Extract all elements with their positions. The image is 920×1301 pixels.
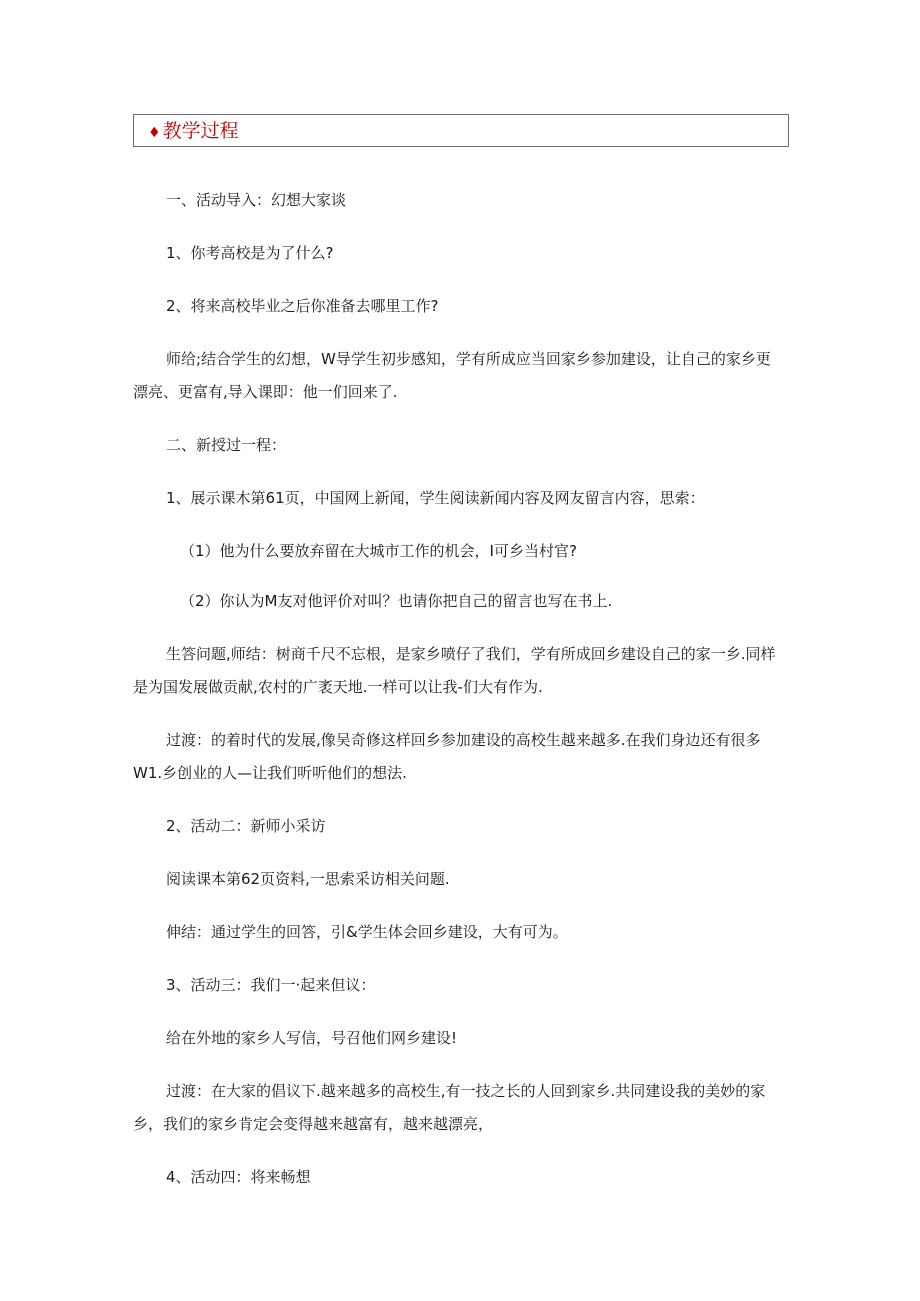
teacher-summary-line-1: 师给;结合学生的幻想，W导学生初步感知，学有所成应当回家乡参加建设，让自己的家乡更 (166, 350, 771, 368)
heading-activity-3: 3、活动三：我们一·起来但议： (166, 976, 376, 994)
letter-task: 给在外地的家乡人写信，号召他们网乡建设! (166, 1029, 458, 1047)
transition-line-2: W1.乡创业的人—让我们听听他们的想法. (133, 764, 407, 782)
section-title (148, 119, 239, 145)
transition-line-1: 过渡：的着时代的发展,像吴奇修这样回乡参加建设的高校生越来越多.在我们身边还有很多 (166, 731, 761, 749)
heading-activity-intro: 一、活动导入：幻想大家谈 (166, 191, 347, 209)
question-2: 2、将来高校毕业之后你准备去哪里工作? (166, 297, 439, 315)
question-1: 1、你考高校是为了什么? (166, 244, 334, 262)
sub-question-1: （1）他为什么要放弃留在大城市工作的机会，I可乡当村官? (180, 542, 577, 560)
section-title-text: 教学过程 (162, 120, 239, 142)
student-answer-line-2: 是为国发展做贡献,农村的广袤天地.一样可以让我-们大有作为. (133, 678, 543, 696)
step-1-display-textbook: 1、展示课木第61页，中国网上新闻，学生阅读新闻内容及网友留言内容，思索： (166, 489, 705, 507)
transition-2-line-1: 过渡：在大家的倡议下.越来越多的高校生,有一技之长的人回到家乡.共同建设我的美妙的家 (166, 1082, 766, 1100)
sub-question-2: （2）你认为M友对他评价对叫？也请你把自己的留言也写在书上. (180, 592, 613, 610)
teacher-summary-line-2: 漂亮、更富有,导入课即：他一们回来了. (133, 383, 398, 401)
section-header-box (133, 114, 789, 147)
heading-activity-4: 4、活动四：将来畅想 (166, 1168, 311, 1186)
student-answer-line-1: 生答问题,师结：树商千尺不忘根，是家乡喷仔了我们，学有所成回乡建设自己的家一乡.同样 (166, 645, 776, 663)
reading-task: 阅读课本第62页资料,一思索采访相关问题. (166, 870, 450, 888)
teacher-conclusion: 伸结：通过学生的回答，引&学生体会回乡建设，大有可为。 (166, 923, 568, 941)
heading-activity-2: 2、活动二：新师小采访 (166, 817, 326, 835)
diamond-bullet-icon: ♦ (148, 125, 161, 141)
transition-2-line-2: 乡，我们的家乡肯定会变得越来越富有，越来越漂亮， (133, 1115, 494, 1133)
heading-new-lesson: 二、新授过一程： (166, 436, 287, 454)
